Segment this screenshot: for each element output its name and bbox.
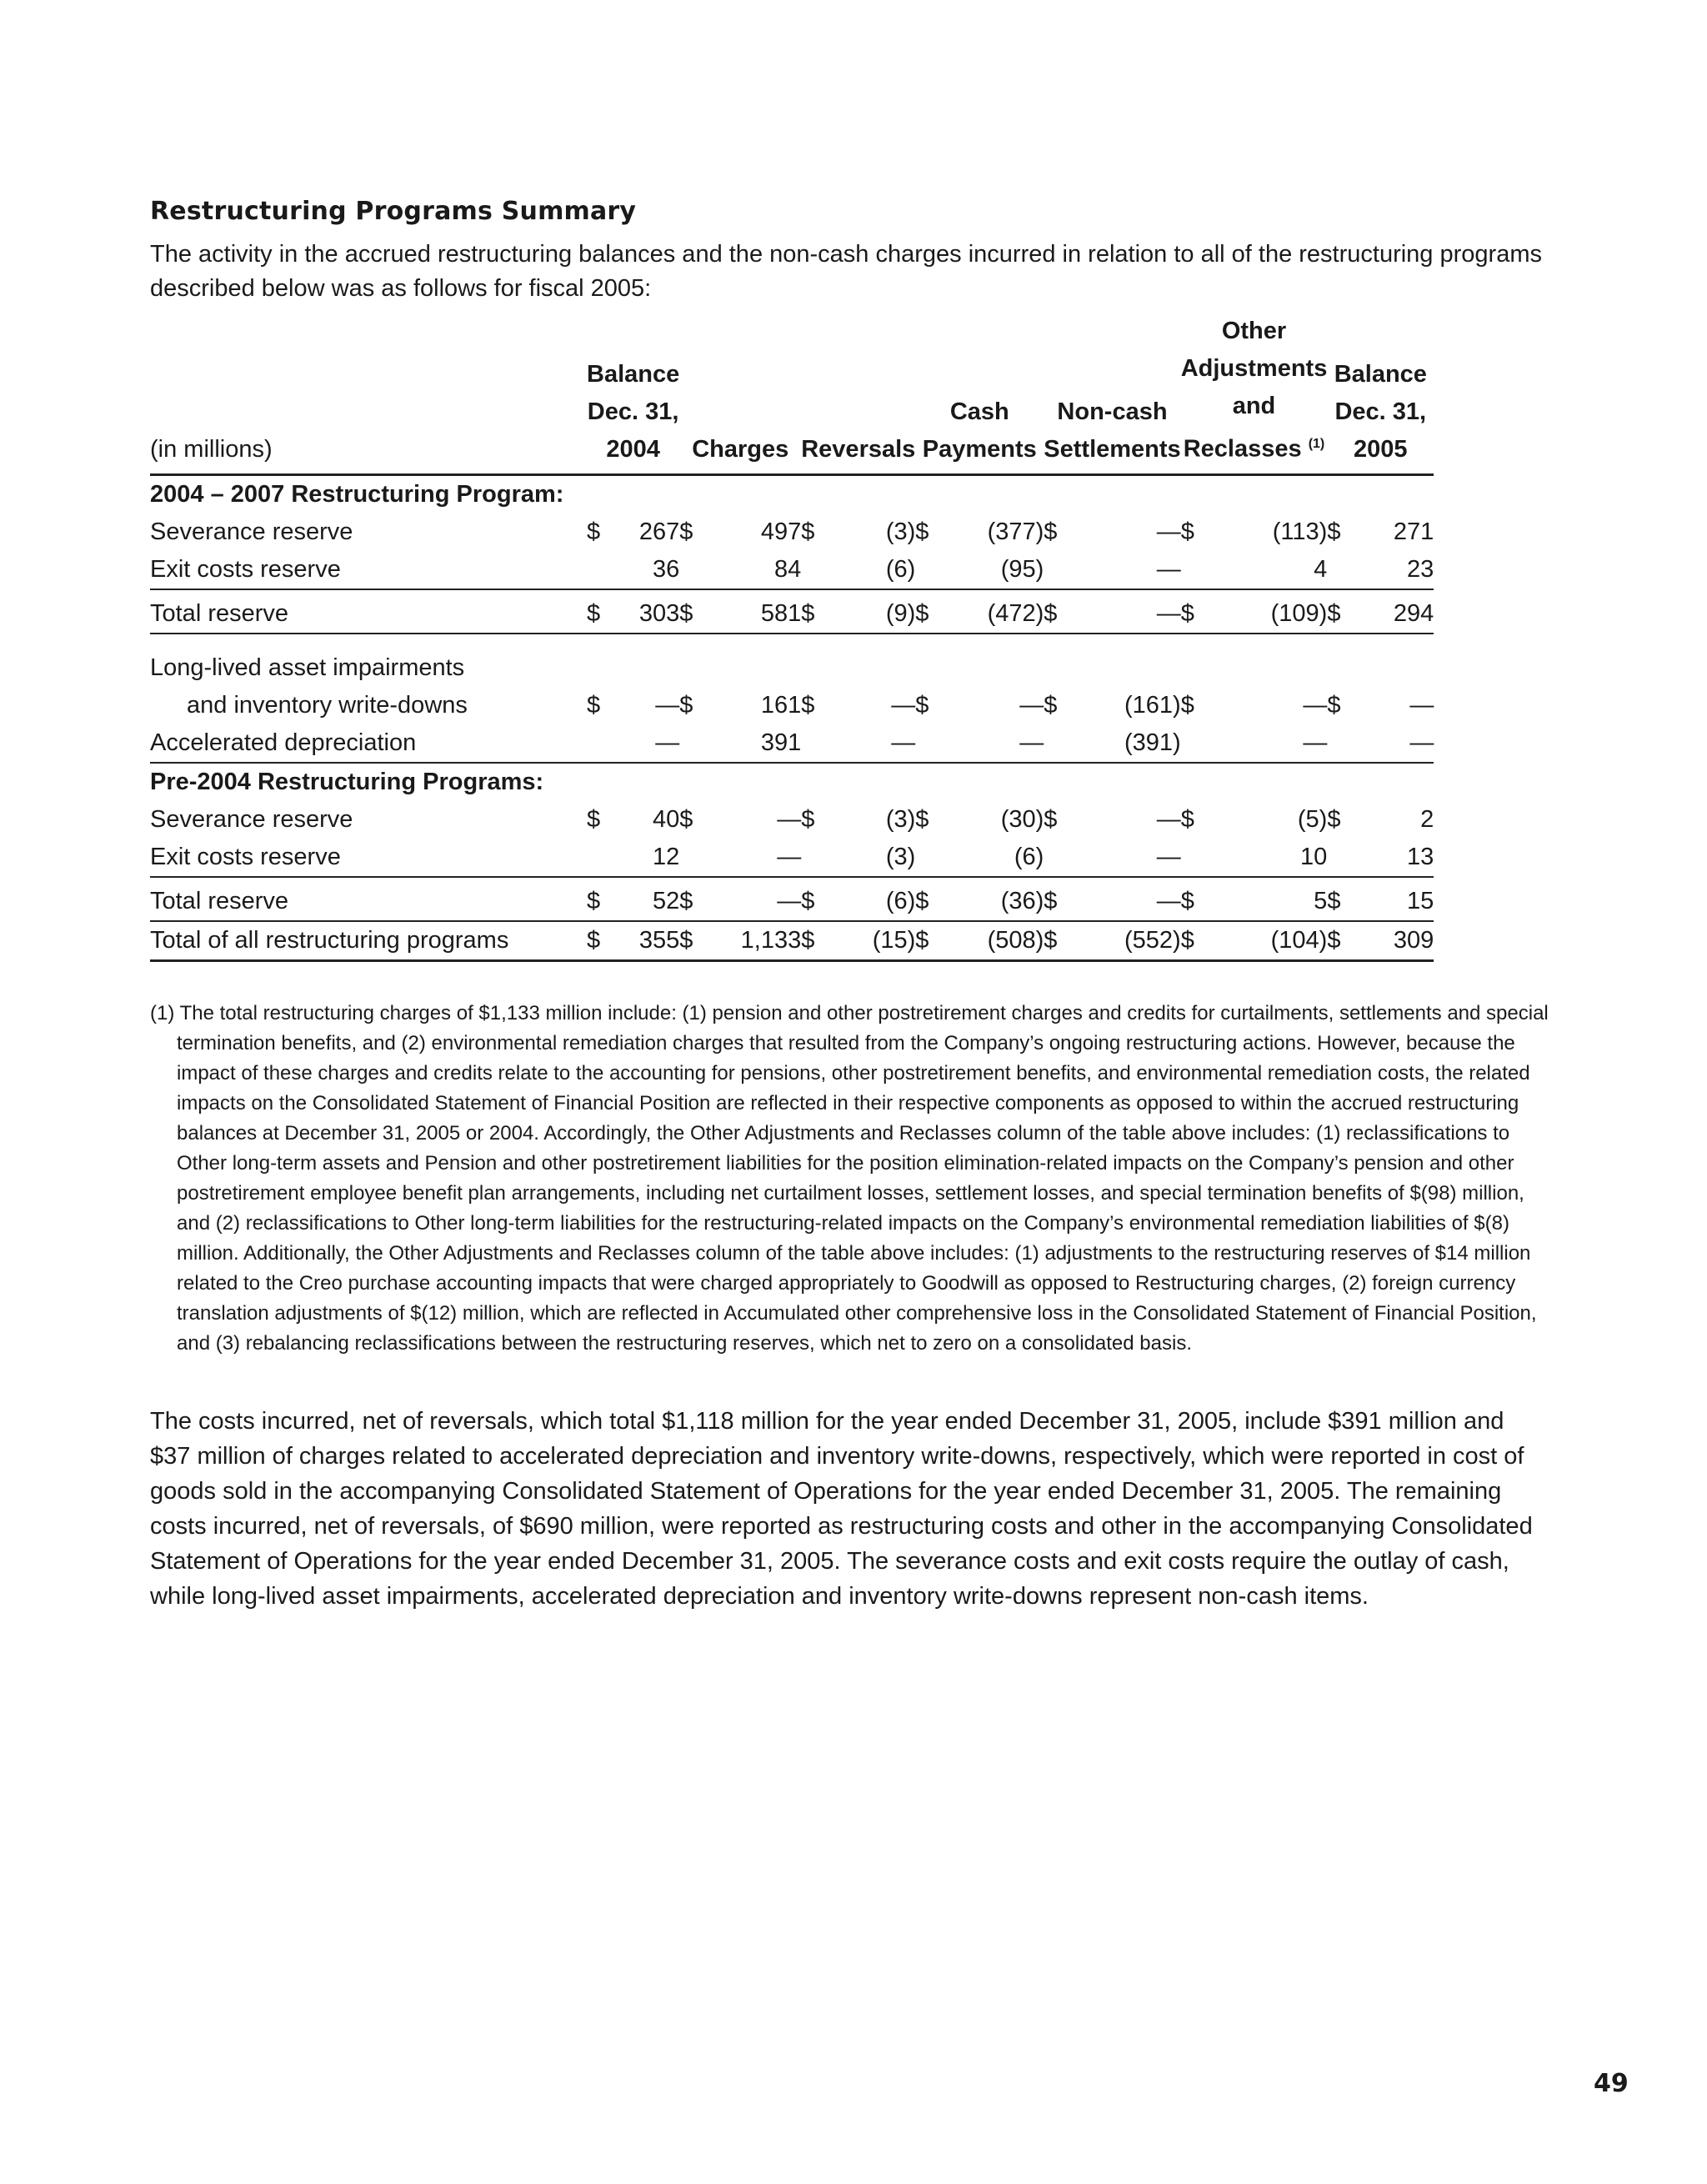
currency-symbol: $ [801,589,826,634]
currency-symbol: $ [679,691,693,719]
header-other-adjustments-text: Other Adjustments and Reclasses [1180,318,1328,463]
cell-value: (109) [1206,589,1328,634]
cell-value: (3) [885,805,916,833]
currency-symbol: $ [1044,921,1069,961]
cell-value: 23 [1407,555,1434,583]
currency-symbol [587,551,612,589]
table-header [150,313,1434,474]
currency-symbol: $ [1180,518,1194,545]
currency-symbol: $ [1327,691,1341,719]
currency-symbol: $ [587,805,601,833]
currency-symbol [679,724,704,763]
currency-symbol [1327,551,1352,589]
currency-symbol: $ [1181,921,1206,961]
cell-value: 12 [652,843,680,870]
table-row [150,839,1434,877]
currency-symbol: $ [1181,877,1206,921]
cell-value: 5 [1206,877,1328,921]
currency-symbol: $ [679,589,704,634]
currency-symbol [801,839,826,877]
table-row [150,921,1434,961]
cell-value: — [777,805,802,833]
cell-value: 497 [760,518,802,545]
currency-symbol [587,839,612,877]
header-cash-payments: Cash Payments [922,398,1037,463]
row-label: and inventory write-downs [187,691,468,719]
cell-value: 1,133 [704,921,801,961]
currency-symbol: $ [587,921,612,961]
currency-symbol [915,839,940,877]
units-label: (in millions) [150,435,273,463]
cell-value: (104) [1206,921,1328,961]
page-number: 49 [1594,2069,1629,2098]
currency-symbol: $ [1044,518,1058,545]
row-label: Total reserve [150,877,587,921]
currency-symbol: $ [587,589,612,634]
header-balance-2005: Balance Dec. 31, 2005 [1334,360,1427,463]
cell-value: 15 [1352,877,1434,921]
currency-symbol [679,839,704,877]
row-label: Exit costs reserve [150,555,341,583]
header-other-adjustments [1181,313,1328,474]
currency-symbol: $ [1327,921,1352,961]
currency-symbol [915,551,940,589]
row-label: Severance reserve [150,518,353,545]
intro-paragraph: The activity in the accrued restructuring balances and the non-cash charges incurred in relation to all of the restructuring programs described below was as follows for fiscal 2005: [150,241,1542,302]
currency-symbol: $ [915,921,940,961]
header-charges: Charges [692,435,789,463]
cell-value: — [1409,691,1434,719]
currency-symbol: $ [587,518,601,545]
restructuring-table [150,313,1434,962]
currency-symbol: $ [587,877,612,921]
cell-value: — [1156,843,1181,870]
currency-symbol [1181,551,1206,589]
cell-value: 267 [638,518,680,545]
currency-symbol: $ [801,518,815,545]
currency-symbol: $ [1181,589,1206,634]
currency-symbol: $ [1044,877,1069,921]
cell-value: (5) [1297,805,1328,833]
currency-symbol: $ [587,691,601,719]
table-row [150,513,1434,551]
currency-symbol: $ [801,921,826,961]
table-row [150,801,1434,839]
cell-value: — [1156,518,1181,545]
currency-symbol: $ [1327,805,1341,833]
cell-value: 2 [1420,805,1434,833]
currency-symbol [1044,839,1069,877]
currency-symbol [679,551,704,589]
cell-value: — [777,843,802,870]
header-reversals: Reversals [801,435,916,463]
cell-value: 161 [760,691,802,719]
cell-value: 581 [704,589,801,634]
cell-value: (3) [885,843,916,870]
cell-value: 355 [612,921,679,961]
cell-value: (113) [1272,518,1328,545]
cell-value: 4 [1314,555,1328,583]
cell-value: 294 [1352,589,1434,634]
header-noncash-settlements: Non-cash Settlements [1044,398,1181,463]
currency-symbol: $ [1044,805,1058,833]
currency-symbol [1327,724,1352,763]
row-label: Accelerated depreciation [150,724,587,763]
cell-value: 10 [1300,843,1328,870]
cell-value: (6) [1014,843,1044,870]
cell-value: (9) [826,589,915,634]
cell-value: — [704,877,801,921]
cell-value: (508) [940,921,1044,961]
currency-symbol: $ [915,691,929,719]
table-row [150,551,1434,589]
cell-value: 309 [1352,921,1434,961]
cell-value: (472) [940,589,1044,634]
cell-value: 303 [612,589,679,634]
cell-value: 52 [612,877,679,921]
cell-value: 13 [1407,843,1434,870]
section-title: Restructuring Programs Summary [150,197,637,226]
currency-symbol [587,724,612,763]
cell-value: — [940,724,1044,763]
currency-symbol: $ [915,518,929,545]
currency-symbol [801,551,826,589]
currency-symbol: $ [1327,877,1352,921]
cell-value: — [891,691,916,719]
currency-symbol: $ [679,921,704,961]
table-row [150,877,1434,921]
currency-symbol: $ [1327,589,1352,634]
cell-value: — [1156,555,1181,583]
row-label: Long-lived asset impairments [150,654,465,681]
row-label: Total of all restructuring programs [150,921,587,961]
cell-value: 391 [704,724,801,763]
table-row [150,724,1434,763]
currency-symbol: $ [1044,589,1069,634]
currency-symbol [1181,839,1206,877]
currency-symbol: $ [915,805,929,833]
cell-value: (161) [1124,691,1181,719]
cell-value: — [1069,589,1180,634]
cell-value: 271 [1393,518,1434,545]
cell-value: (552) [1069,921,1180,961]
currency-symbol [1181,724,1206,763]
currency-symbol: $ [801,805,815,833]
currency-symbol: $ [1044,691,1058,719]
currency-symbol: $ [915,589,940,634]
currency-symbol [801,724,826,763]
table-row [150,687,1434,724]
row-label: Exit costs reserve [150,843,341,870]
cell-value: (95) [1000,555,1044,583]
cell-value: 36 [652,555,680,583]
cell-value: (36) [940,877,1044,921]
cell-value: — [1019,691,1044,719]
currency-symbol [1044,551,1069,589]
footnote: (1) The total restructuring charges of $1,133 million include: (1) pension and other postretirement charges and credits for curtailments, settlements and special termination benefits, and (2) environmental remediation charges that resulted from the Company’s ongoing restructuring actions. However, because the impact of these charges and credits relate to the accounting for pensions, other postretirement benefits, and environmental remediation costs, the related impacts on the Consolidated Statement of Financial Position are reflected in their respective components as opposed to within the accrued restructuring balances at December 31, 2005 or 2004. Accordingly, the Other Adjustments and Reclasses column of the table above includes: (1) reclassifications to Other long-term assets and Pension and other postretirement liabilities for the position elimination-related impacts on the Company’s pension and other postretirement employee benefit plan arrangements, including net curtailment losses, settlement losses, and special termination benefits of $(98) million, and (2) reclassifications to Other long-term liabilities for the restructuring-related impacts on the Company’s environmental remediation liabilities of $(8) million. Additionally, the Other Adjustments and Reclasses column of the table above includes: (1) adjustments to the restructuring reserves of $14 million related to the Creo purchase accounting impacts that were charged appropriately to Goodwill as opposed to Restructuring charges, (2) foreign currency translation adjustments of $(12) million, which are reflected in Accumulated other comprehensive loss in the Consolidated Statement of Financial Position, and (3) rebalancing reclassifications between the restructuring reserves, which net to zero on a consolidated basis. [150,1001,1549,1355]
cell-value: — [612,724,679,763]
cell-value: — [1352,724,1434,763]
cell-value: (6) [885,555,916,583]
closing-paragraph: The costs incurred, net of reversals, which total $1,118 million for the year ended December 31, 2005, include $391 million and $37 million of charges related to accelerated depreciation and inventory write-downs, respectively, which were reported in cost of goods sold in the accompanying Consolidated Statement of Operations for the year ended December 31, 2005. The remaining costs incurred, net of reversals, of $690 million, were reported as restructuring costs and other in the accompanying Consolidated Statement of Operations for the year ended December 31, 2005. The severance costs and exit costs require the outlay of cash, while long-lived asset impairments, accelerated depreciation and inventory write-downs represent non-cash items. [150,1407,1533,1610]
document-page [150,197,1549,1614]
cell-value: — [655,691,680,719]
currency-symbol: $ [801,877,826,921]
currency-symbol [1327,839,1352,877]
cell-value: — [1206,724,1328,763]
cell-value: — [1303,691,1328,719]
row-label: Severance reserve [150,805,353,833]
cell-value: (3) [885,518,916,545]
cell-value: (15) [826,921,915,961]
cell-value: — [1156,805,1181,833]
footnote-marker: (1) [1308,437,1325,451]
currency-symbol: $ [915,877,940,921]
currency-symbol: $ [679,805,693,833]
currency-symbol: $ [801,691,815,719]
header-balance-2004: Balance Dec. 31, 2004 [587,360,680,463]
cell-value: (30) [1000,805,1044,833]
cell-value: 84 [773,555,802,583]
group-heading: Pre-2004 Restructuring Programs: [150,768,544,795]
row-label: Total reserve [150,589,587,634]
currency-symbol: $ [1180,805,1194,833]
cell-value: — [1069,877,1180,921]
cell-value: 40 [652,805,680,833]
currency-symbol [1044,724,1069,763]
currency-symbol [915,724,940,763]
currency-symbol: $ [1327,518,1341,545]
cell-value: (6) [826,877,915,921]
currency-symbol: $ [1180,691,1194,719]
table-body [150,474,1434,960]
cell-value: — [826,724,915,763]
table-row [150,589,1434,634]
currency-symbol: $ [679,877,704,921]
cell-value: (377) [987,518,1044,545]
group-heading: 2004 – 2007 Restructuring Program: [150,480,564,508]
table-row [150,634,1434,687]
currency-symbol: $ [679,518,693,545]
cell-value: (391) [1069,724,1180,763]
